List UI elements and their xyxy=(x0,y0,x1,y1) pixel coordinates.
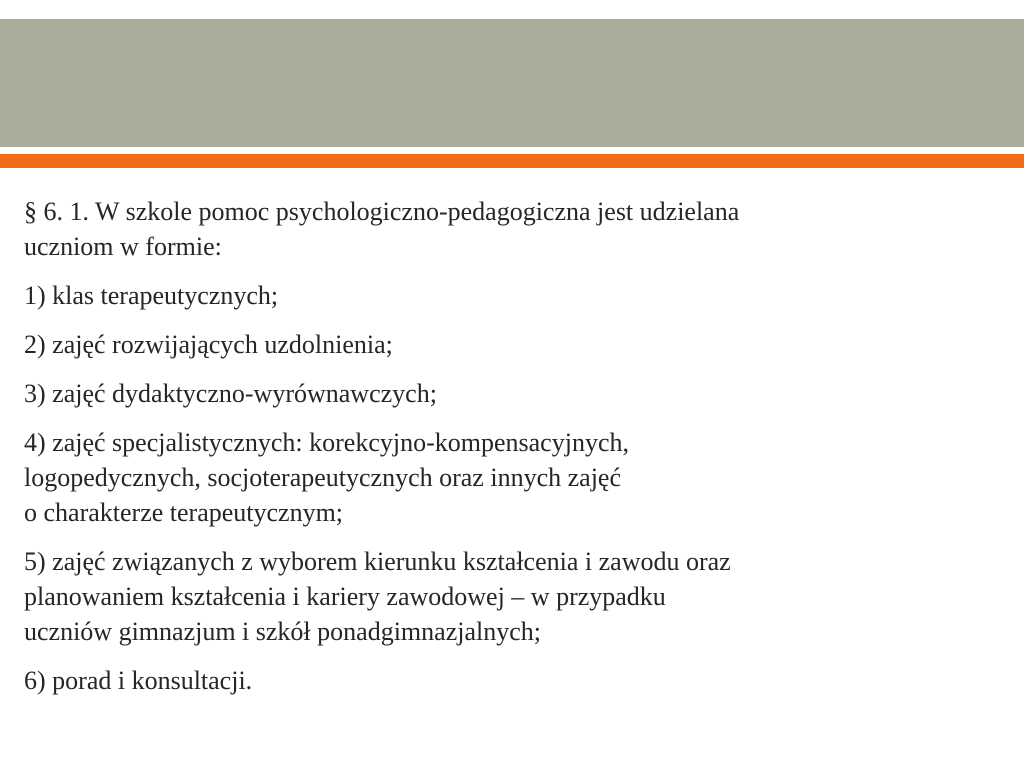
list-item-line: 6) porad i konsultacji. xyxy=(24,666,253,695)
slide-accent-line xyxy=(0,154,1024,168)
list-item xyxy=(24,376,999,411)
list-item xyxy=(24,663,999,698)
list-item xyxy=(24,327,999,362)
intro-line: § 6. 1. W szkole pomoc psychologiczno-pedagogiczna jest udzielana xyxy=(24,197,740,226)
list-item-line: 1) klas terapeutycznych; xyxy=(24,281,279,310)
list-item-line: 2) zajęć rozwijających uzdolnienia; xyxy=(24,330,393,359)
list-item xyxy=(24,425,999,530)
list-item-line: uczniów gimnazjum i szkół ponadgimnazjalnych; xyxy=(24,617,541,646)
slide-body xyxy=(24,194,999,712)
list-item-line: planowaniem kształcenia i kariery zawodowej – w przypadku xyxy=(24,582,666,611)
intro-line: uczniom w formie: xyxy=(24,232,222,261)
list-item-line: logopedycznych, socjoterapeutycznych oraz innych zajęć xyxy=(24,463,621,492)
list-item xyxy=(24,544,999,649)
slide-header-band xyxy=(0,19,1024,147)
list-item xyxy=(24,278,999,313)
list-item-line: 3) zajęć dydaktyczno-wyrównawczych; xyxy=(24,379,437,408)
intro-paragraph xyxy=(24,194,999,264)
list-item-line: o charakterze terapeutycznym; xyxy=(24,498,344,527)
list-item-line: 4) zajęć specjalistycznych: korekcyjno-kompensacyjnych, xyxy=(24,428,629,457)
list-item-line: 5) zajęć związanych z wyborem kierunku kształcenia i zawodu oraz xyxy=(24,547,731,576)
